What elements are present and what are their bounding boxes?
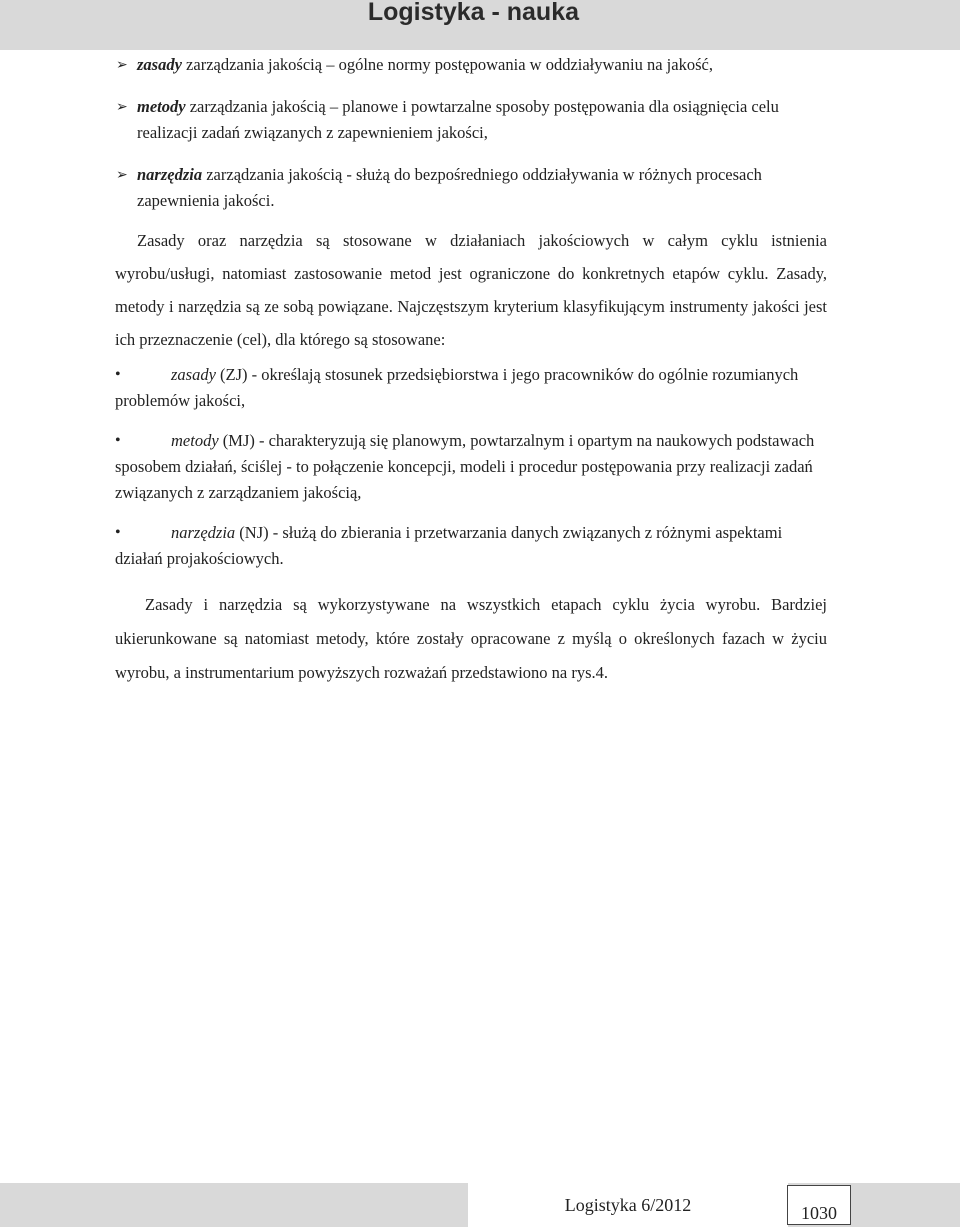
list-item (115, 520, 827, 572)
bullet-dot-icon: • (115, 366, 121, 383)
list-item (115, 428, 827, 506)
document-body (115, 52, 827, 690)
arrow-bullet-icon: ➢ (116, 99, 128, 115)
term-narzedzia: narzędzia (171, 523, 236, 542)
bullet-dot-icon: • (115, 524, 121, 541)
footer-journal-label: Logistyka 6/2012 (468, 1183, 788, 1227)
paragraph-lifecycle: Zasady i narzędzia są wykorzystywane na wszystkich etapach cyklu życia wyrobu. Bardziej ukierunkowane są natomiast metody, które zostały opracowane z myślą o określonych fazach w życiu wyrobu, a instrumentarium powyższych rozważań przedstawiono na rys.4. (115, 595, 827, 682)
term-zasady: zasady (171, 365, 216, 384)
item-text: zarządzania jakością – planowe i powtarzalne sposoby postępowania dla osiągnięcia celu realizacji zadań związanych z zapewnieniem jakości, (137, 97, 779, 142)
page-number: 1030 (787, 1185, 851, 1225)
list-item (115, 162, 827, 214)
paragraph-classification: Zasady oraz narzędzia są stosowane w działaniach jakościowych w całym cyklu istnienia wyrobu/usługi, natomiast zastosowanie metod jest ograniczone do konkretnych etapów cyklu. Zasady, metody i narzędzia są ze sobą powiązane. Najczęstszym kryterium klasyfikującym instrumenty jakości jest ich przeznaczenie (cel), dla którego są stosowane: (115, 231, 827, 349)
term-zasady: zasady (137, 55, 182, 74)
term-narzedzia: narzędzia (137, 165, 203, 184)
term-metody: metody (137, 97, 186, 116)
item-text: zarządzania jakością – ogólne normy postępowania w oddziaływaniu na jakość, (181, 55, 713, 74)
list-item (115, 52, 827, 78)
page-header (0, 0, 960, 50)
term-metody: metody (171, 431, 219, 450)
item-text: (ZJ) - określają stosunek przedsiębiorstwa i jego pracowników do ogólnie rozumianych problemów jakości, (115, 365, 799, 410)
list-item (115, 94, 827, 146)
bullet-dot-icon: • (115, 432, 121, 449)
item-text: (NJ) - służą do zbierania i przetwarzania danych związanych z różnymi aspektami działań projakościowych. (115, 523, 783, 568)
arrow-bullet-icon: ➢ (116, 167, 128, 183)
header-title: Logistyka - nauka (367, 0, 579, 26)
arrow-bullet-icon: ➢ (116, 57, 128, 73)
list-item (115, 362, 827, 414)
item-text: (MJ) - charakteryzują się planowym, powtarzalnym i opartym na naukowych podstawach sposobem działań, ściślej - to połączenie koncepcji, modeli i procedur postępowania przy realizacji zadań związanych z zarządzaniem jakością, (115, 431, 815, 502)
item-text: zarządzania jakością - służą do bezpośredniego oddziaływania w różnych procesach zapewnienia jakości. (137, 165, 762, 210)
